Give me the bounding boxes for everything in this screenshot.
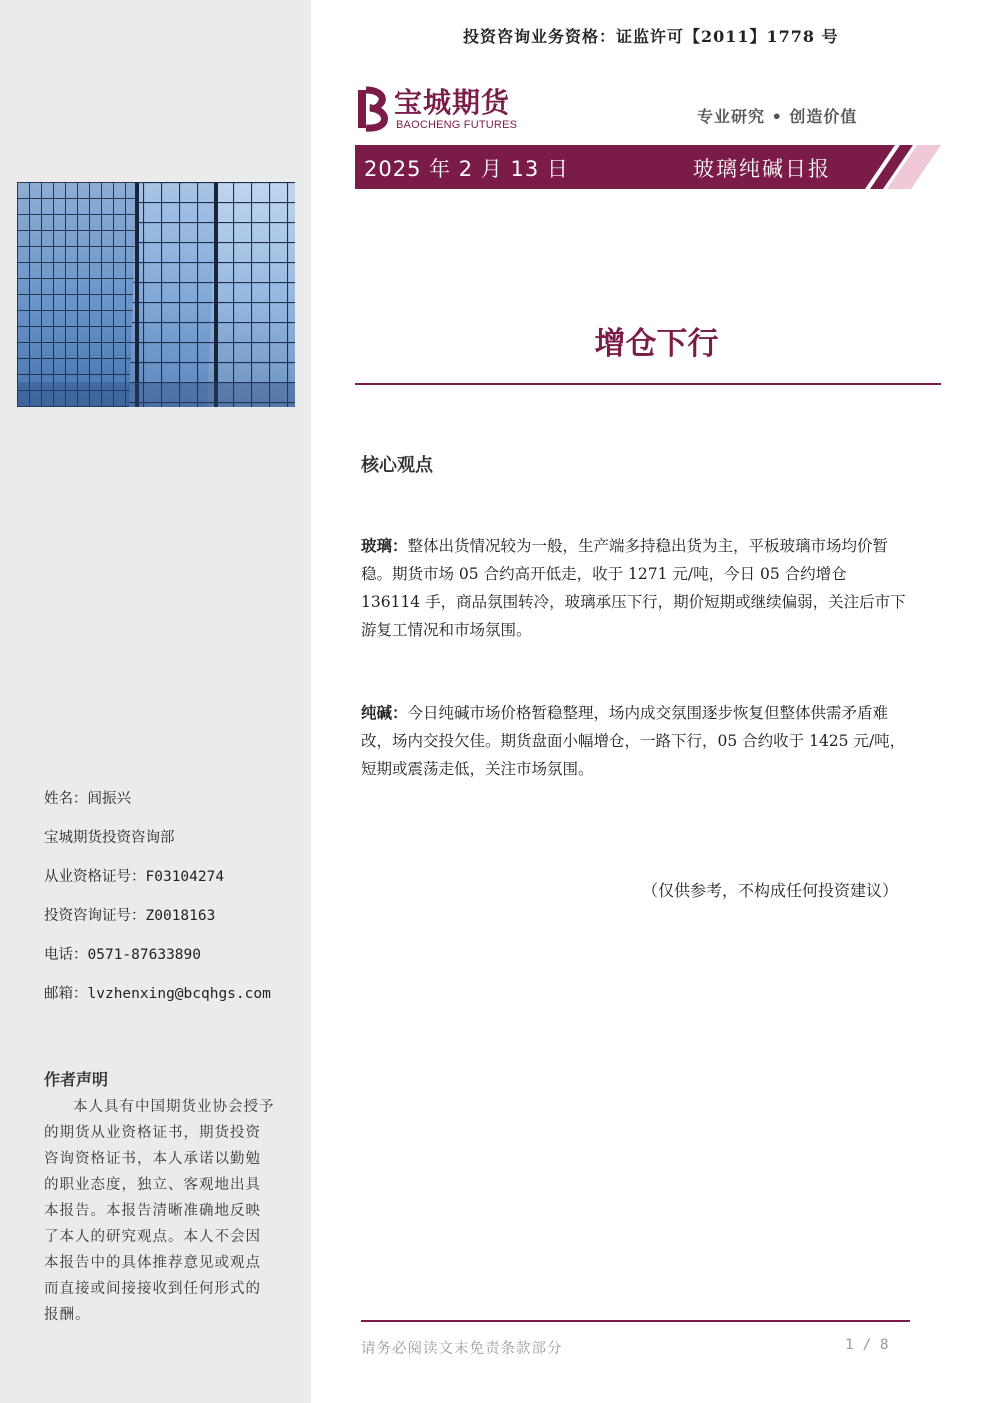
author-contact [44, 788, 304, 1022]
footer-note: 请务必阅读文末免责条款部分 [361, 1341, 563, 1357]
baocheng-logo-icon [356, 86, 392, 132]
report-date: 2025 年 2 月 13 日 [364, 157, 569, 181]
sidebar [0, 0, 311, 1403]
declaration-title: 作者声明 [44, 1070, 109, 1089]
qualification-text: 投资咨询业务资格：证监许可【2011】1778 号 [463, 27, 839, 46]
report-name: 玻璃纯碱日报 [693, 157, 831, 181]
slogan: 专业研究 • 创造价值 [697, 107, 858, 126]
company-logo [356, 86, 526, 134]
author-name: 姓名：闾振兴 [44, 791, 131, 807]
soda-text: 今日纯碱市场价格暂稳整理，场内成交氛围逐步恢复但整体供需矛盾难改，场内交投欠佳。期货盘面小幅增仓，一路下行，05 合约收于 1425 元/吨，短期或震荡走低，关注市场氛围。 [361, 704, 906, 778]
logo-english-name: BAOCHENG FUTURES [396, 119, 518, 131]
glass-text: 整体出货情况较为一般，生产端多持稳出货为主，平板玻璃市场均价暂稳。期货市场 05 合约高开低走，收于 1271 元/吨，今日 05 合约增仓 136114 手，商品氛围转冷，玻璃承压下行，期价短期或继续偏弱，关注后市下游复工情况和市场氛围。 [361, 537, 906, 639]
glass-label: 玻璃： [361, 536, 408, 555]
headline-divider [355, 383, 941, 385]
advisory-certificate: 投资咨询证号：Z0018163 [44, 908, 216, 924]
declaration-text: 本人具有中国期货业协会授予的期货从业资格证书，期货投资咨询资格证书，本人承诺以勤勉的职业态度，独立、客观地出具本报告。本报告清晰准确地反映了本人的研究观点。本人不会因本报告中的具体推荐意见或观点而直接或间接接收到任何形式的报酬。 [44, 1099, 275, 1323]
glass-building-image [17, 182, 295, 407]
soda-label: 纯碱： [361, 703, 408, 722]
disclaimer-text: （仅供参考，不构成任何投资建议） [642, 881, 899, 900]
building-photo [17, 182, 295, 407]
page-number: 1 / 8 [845, 1337, 889, 1353]
author-email: 邮箱：lvzhenxing@bcqhgs.com [44, 986, 271, 1002]
footer-divider [361, 1320, 910, 1322]
report-banner [355, 145, 945, 189]
logo-chinese-name: 宝城期货 [394, 86, 511, 119]
headline: 增仓下行 [594, 326, 719, 362]
author-phone: 电话：0571-87633890 [44, 947, 201, 963]
author-department: 宝城期货投资咨询部 [44, 830, 175, 846]
section-title: 核心观点 [361, 455, 433, 476]
soda-paragraph [361, 699, 909, 783]
glass-paragraph [361, 532, 909, 644]
practice-certificate: 从业资格证号：F03104274 [44, 869, 225, 885]
